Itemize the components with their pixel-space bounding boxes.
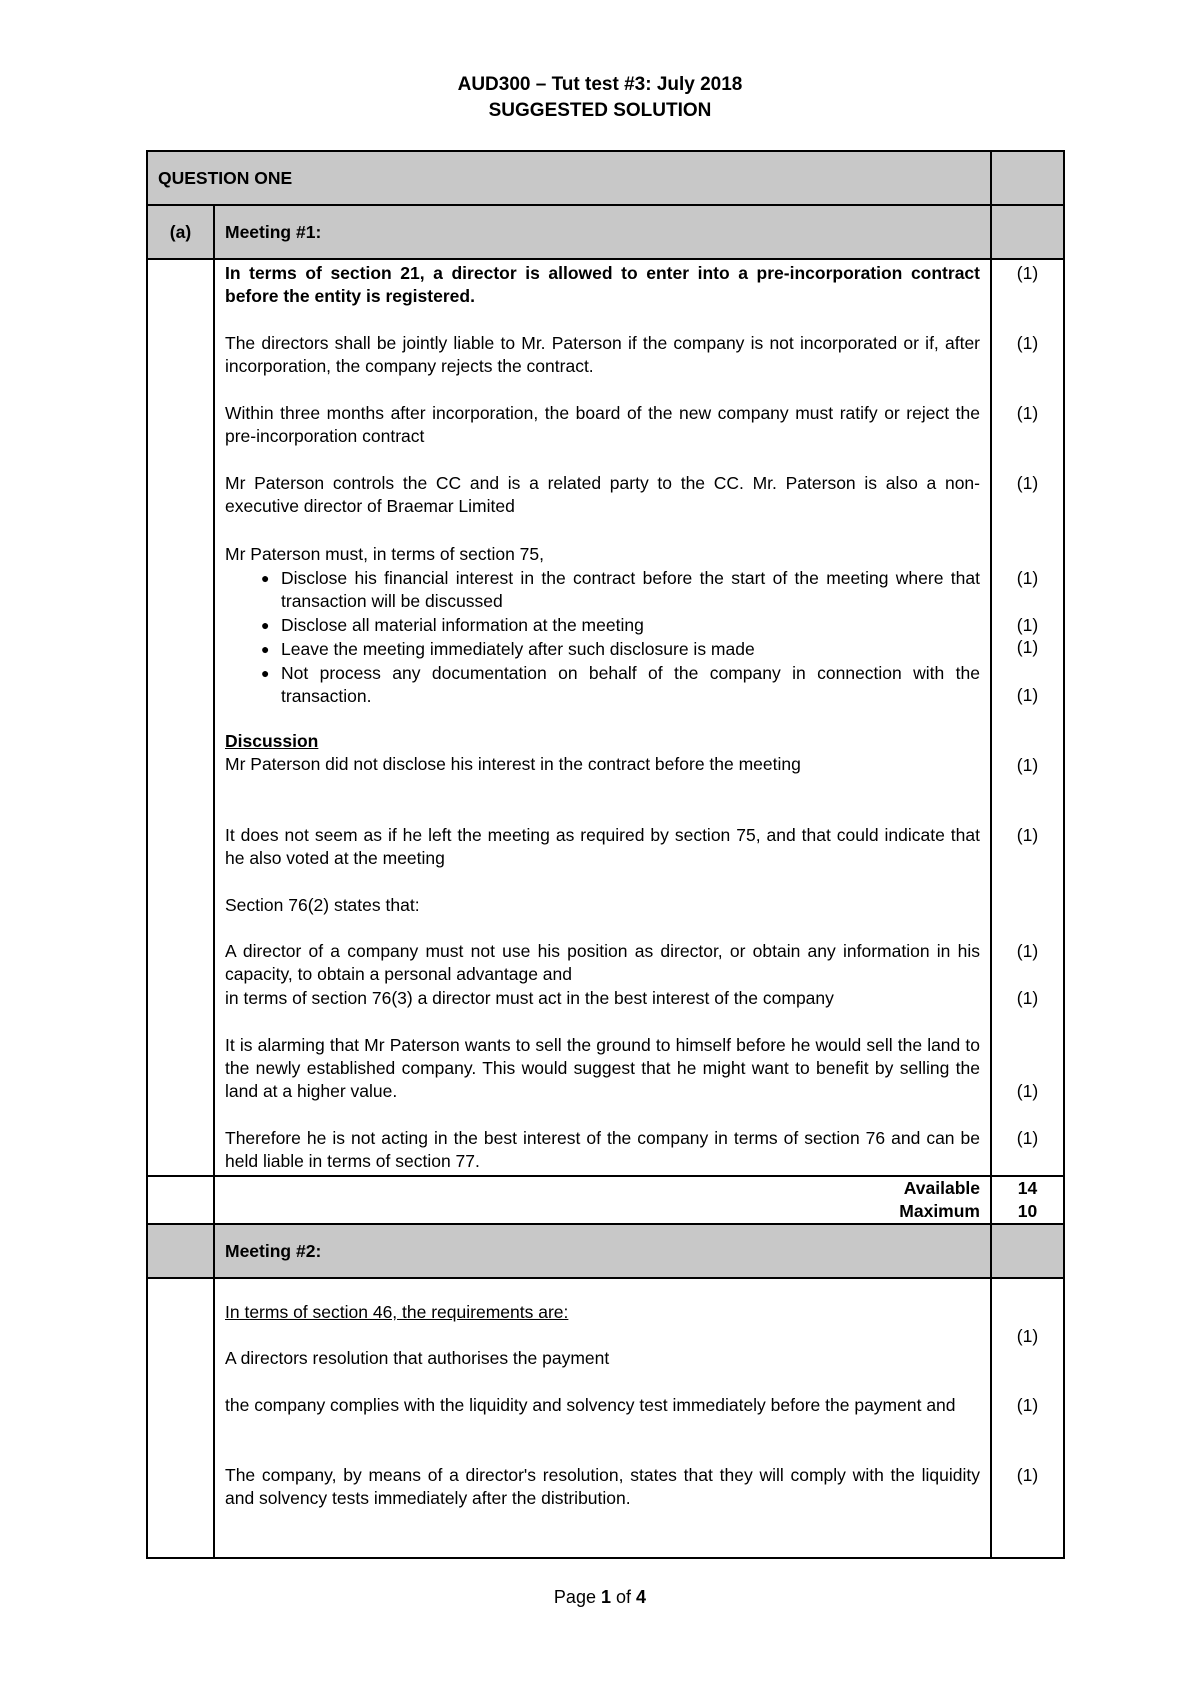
meeting1-marks-cell bbox=[991, 259, 1064, 1176]
mark-3: (1) bbox=[1016, 403, 1039, 423]
maximum-label: Maximum bbox=[899, 1201, 980, 1221]
mark-10: (1) bbox=[1016, 825, 1039, 845]
meeting1-para-4: Mr Paterson controls the CC and is a related party to the CC. Mr. Paterson is also a non-executive director of Braemar Limited bbox=[225, 473, 980, 516]
available-value: 14 bbox=[1017, 1178, 1038, 1198]
meeting1-para-1: In terms of section 21, a director is allowed to enter into a pre-incorporation contract before the entity is registered. bbox=[225, 263, 980, 306]
page-total: 4 bbox=[636, 1587, 647, 1607]
mark-2: (1) bbox=[1016, 333, 1039, 353]
bullet-dot-icon: ● bbox=[261, 570, 270, 586]
mark-12: (1) bbox=[1016, 988, 1039, 1008]
totals-row bbox=[147, 1176, 1064, 1224]
meeting2-answer-num-cell bbox=[147, 1278, 214, 1558]
mark-4: (1) bbox=[1016, 473, 1039, 493]
document-header bbox=[0, 72, 1200, 124]
meeting2-requirement-1: A directors resolution that authorises the payment bbox=[225, 1348, 610, 1368]
bullet-item-4: ● Not process any documentation on behalf of the company in connection with the transaction. bbox=[261, 663, 980, 706]
page-footer bbox=[0, 1587, 1200, 1608]
bullet-dot-icon: ● bbox=[261, 641, 270, 657]
discussion-title: Discussion bbox=[225, 731, 319, 751]
available-label: Available bbox=[903, 1178, 980, 1198]
meeting1-header-row bbox=[147, 205, 1064, 259]
meeting2-requirement-2: the company complies with the liquidity and solvency test immediately before the payment and bbox=[225, 1395, 956, 1415]
meeting1-header-mark-cell bbox=[991, 205, 1064, 259]
meeting1-answer-row bbox=[147, 259, 1064, 1176]
discussion-para-3: Section 76(2) states that: bbox=[225, 895, 420, 915]
discussion-section bbox=[225, 730, 980, 776]
meeting2-num-cell bbox=[147, 1224, 214, 1278]
part-label: (a) bbox=[147, 205, 214, 259]
meeting1-para-5: Mr Paterson must, in terms of section 75, bbox=[225, 544, 545, 564]
page-word: Page bbox=[553, 1587, 596, 1607]
mark-11: (1) bbox=[1016, 941, 1039, 961]
meeting1-title: Meeting #1: bbox=[214, 205, 991, 259]
totals-num-cell bbox=[147, 1176, 214, 1224]
discussion-para-7: Therefore he is not acting in the best interest of the company in terms of section 76 and can be held liable in terms of section 77. bbox=[225, 1128, 980, 1171]
totals-labels bbox=[214, 1176, 991, 1224]
question-header-mark-cell bbox=[991, 151, 1064, 205]
discussion-para-6: It is alarming that Mr Paterson wants to sell the ground to himself before he would sell the land to the newly established company. This would suggest that he might want to benefit by selling the land at a higher value. bbox=[225, 1035, 980, 1101]
discussion-para-5: in terms of section 76(3) a director must act in the best interest of the company bbox=[225, 988, 834, 1008]
bullet-item-2: ● Disclose all material information at the meeting bbox=[261, 615, 644, 635]
mark-9: (1) bbox=[1016, 755, 1039, 775]
question-header-row bbox=[147, 151, 1064, 205]
mark-6: (1) bbox=[1016, 615, 1039, 635]
of-word: of bbox=[616, 1587, 632, 1607]
meeting2-marks-cell bbox=[991, 1278, 1064, 1558]
meeting1-para-3: Within three months after incorporation, the board of the new company must ratify or reject the pre-incorporation contract bbox=[225, 403, 980, 446]
bullet-dot-icon: ● bbox=[261, 665, 270, 681]
mark-13: (1) bbox=[1016, 1081, 1039, 1101]
document-title: AUD300 – Tut test #3: July 2018 bbox=[457, 74, 743, 95]
meeting2-answer-cell bbox=[214, 1278, 991, 1558]
mark-1: (1) bbox=[1016, 263, 1039, 283]
solution-table bbox=[146, 150, 1065, 1559]
bullet-dot-icon: ● bbox=[261, 617, 270, 633]
document-subtitle: SUGGESTED SOLUTION bbox=[488, 100, 712, 121]
meeting1-num-cell bbox=[147, 259, 214, 1176]
page-number: 1 bbox=[600, 1587, 611, 1607]
mark-17: (1) bbox=[1016, 1465, 1039, 1485]
meeting2-title: Meeting #2: bbox=[214, 1224, 991, 1278]
meeting2-answer-row bbox=[147, 1278, 1064, 1558]
meeting1-answer-cell bbox=[214, 259, 991, 1176]
mark-16: (1) bbox=[1016, 1395, 1039, 1415]
mark-15: (1) bbox=[1016, 1326, 1039, 1346]
mark-8: (1) bbox=[1016, 685, 1039, 705]
discussion-para-2: It does not seem as if he left the meeting as required by section 75, and that could indicate that he also voted at the meeting bbox=[225, 825, 980, 868]
mark-14: (1) bbox=[1016, 1128, 1039, 1148]
meeting2-intro: In terms of section 46, the requirements are: bbox=[225, 1302, 569, 1322]
discussion-para-4: A director of a company must not use his position as director, or obtain any information in his capacity, to obtain a personal advantage and bbox=[225, 941, 980, 984]
mark-7: (1) bbox=[1016, 637, 1039, 657]
meeting2-header-row bbox=[147, 1224, 1064, 1278]
discussion-para-1: Mr Paterson did not disclose his interest in the contract before the meeting bbox=[225, 754, 801, 774]
question-title: QUESTION ONE bbox=[147, 151, 991, 205]
bullet-item-3: ● Leave the meeting immediately after such disclosure is made bbox=[261, 639, 755, 659]
totals-values bbox=[991, 1176, 1064, 1224]
maximum-value: 10 bbox=[1017, 1201, 1038, 1221]
meeting2-header-mark-cell bbox=[991, 1224, 1064, 1278]
meeting1-para-2: The directors shall be jointly liable to Mr. Paterson if the company is not incorporated or if, after incorporation, the company rejects the contract. bbox=[225, 333, 980, 376]
bullet-item-1: ● Disclose his financial interest in the contract before the start of the meeting where that transaction will be discussed bbox=[261, 568, 980, 611]
mark-5: (1) bbox=[1016, 568, 1039, 588]
meeting2-requirement-3: The company, by means of a director's resolution, states that they will comply with the liquidity and solvency tests immediately after the distribution. bbox=[225, 1465, 980, 1508]
